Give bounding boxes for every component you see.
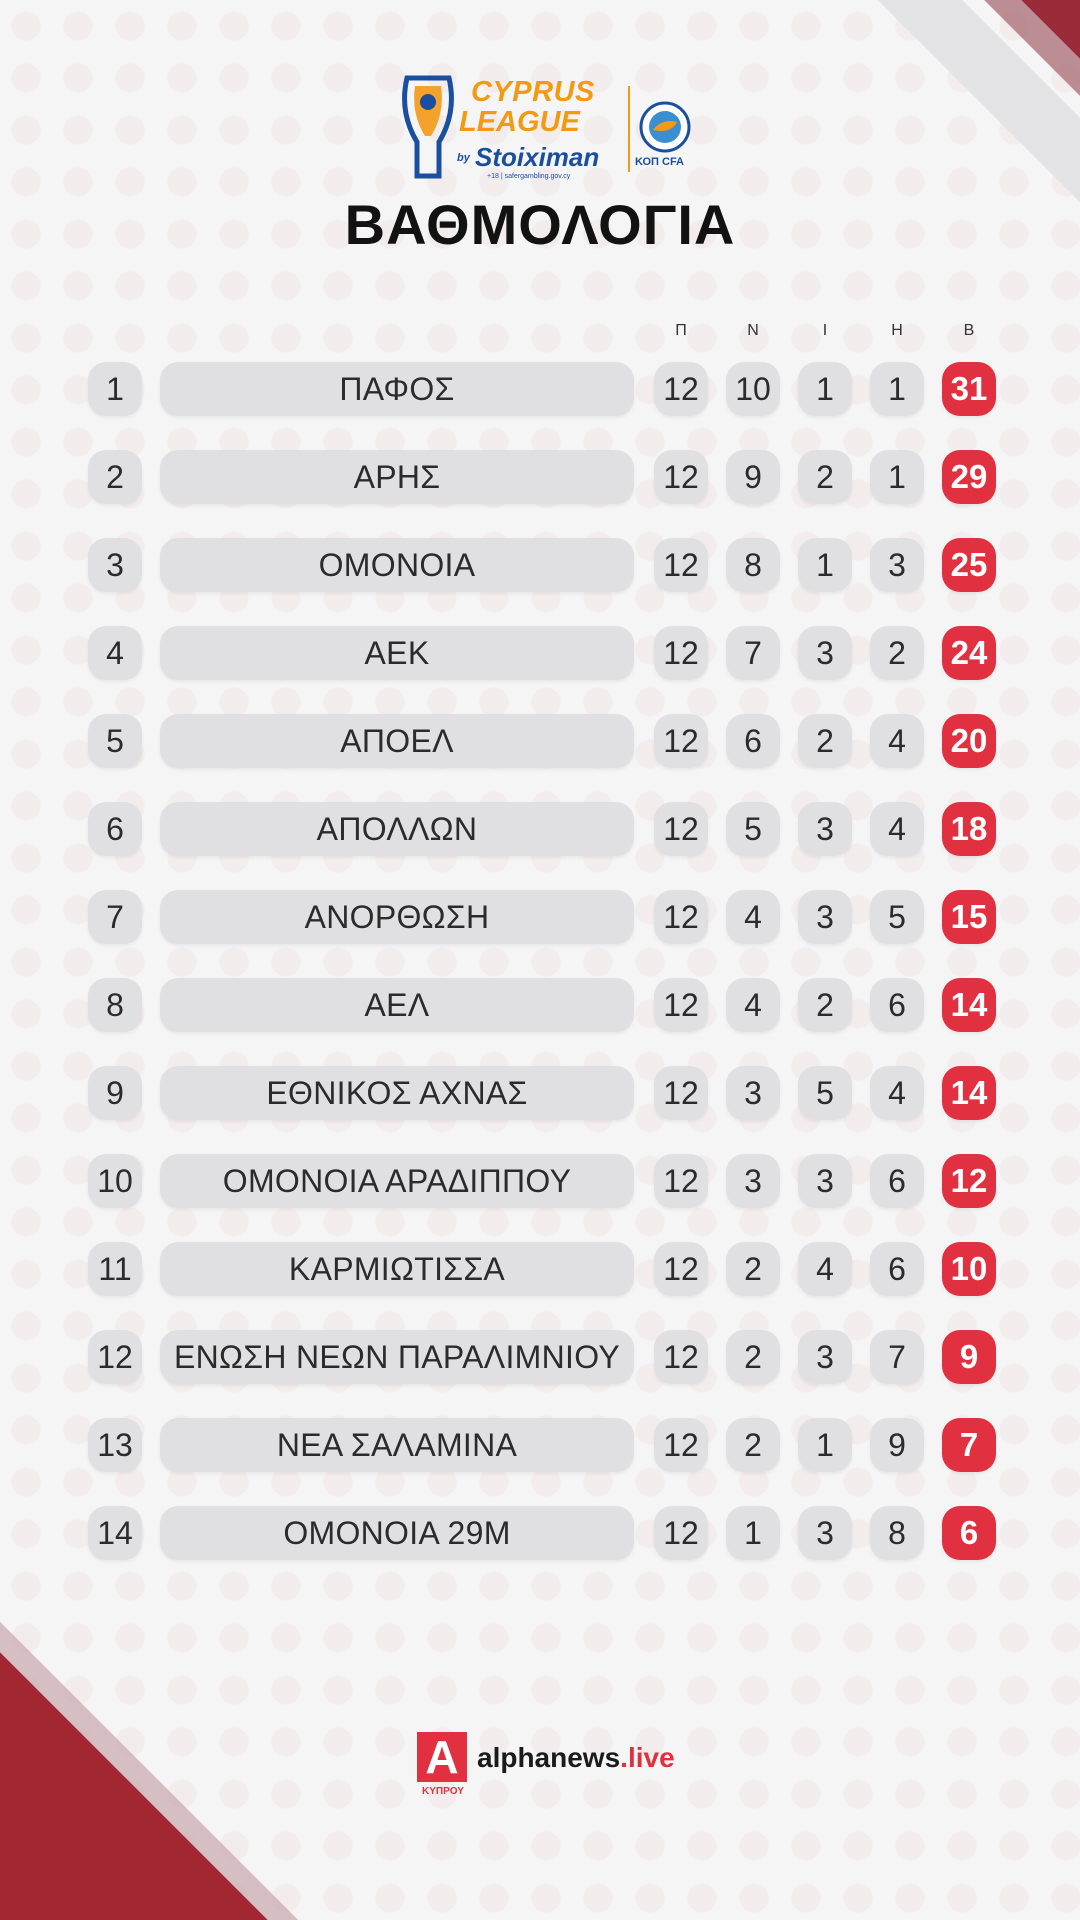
draws-cell: 1	[798, 1418, 852, 1472]
position-cell: 10	[88, 1154, 142, 1208]
column-header-played: Π	[675, 322, 687, 339]
draws-cell: 3	[798, 1154, 852, 1208]
alpha-logo-icon: A	[417, 1732, 467, 1782]
played-cell: 12	[654, 1154, 708, 1208]
played-cell: 12	[654, 978, 708, 1032]
position-cell: 11	[88, 1242, 142, 1296]
draws-cell: 2	[798, 714, 852, 768]
wins-cell: 6	[726, 714, 780, 768]
team-name-cell: ΑΡΗΣ	[160, 450, 634, 504]
league-name-line1: CYPRUS	[471, 76, 595, 108]
draws-cell: 1	[798, 538, 852, 592]
league-name-line2: LEAGUE	[459, 106, 580, 138]
gambling-note: +18 | safergambling.gov.cy	[487, 173, 571, 180]
team-name-cell: ΟΜΟΝΟΙΑ	[160, 538, 634, 592]
played-cell: 12	[654, 626, 708, 680]
played-cell: 12	[654, 362, 708, 416]
wins-cell: 3	[726, 1066, 780, 1120]
table-row	[0, 978, 1080, 1034]
points-cell: 14	[942, 978, 996, 1032]
team-name-cell: ΚΑΡΜΙΩΤΙΣΣΑ	[160, 1242, 634, 1296]
losses-cell: 9	[870, 1418, 924, 1472]
position-cell: 4	[88, 626, 142, 680]
sponsor-name: Stoiximan	[475, 142, 600, 172]
wins-cell: 10	[726, 362, 780, 416]
points-cell: 25	[942, 538, 996, 592]
federation-label: ΚΟΠ CFA	[635, 156, 684, 168]
position-cell: 7	[88, 890, 142, 944]
team-name-cell: ΑΝΟΡΘΩΣΗ	[160, 890, 634, 944]
position-cell: 12	[88, 1330, 142, 1384]
table-row	[0, 450, 1080, 506]
draws-cell: 2	[798, 978, 852, 1032]
wins-cell: 7	[726, 626, 780, 680]
wins-cell: 4	[726, 978, 780, 1032]
played-cell: 12	[654, 890, 708, 944]
points-cell: 14	[942, 1066, 996, 1120]
team-name-cell: ΟΜΟΝΟΙΑ 29Μ	[160, 1506, 634, 1560]
played-cell: 12	[654, 1242, 708, 1296]
position-cell: 3	[88, 538, 142, 592]
played-cell: 12	[654, 1330, 708, 1384]
wins-cell: 3	[726, 1154, 780, 1208]
played-cell: 12	[654, 538, 708, 592]
wins-cell: 4	[726, 890, 780, 944]
publisher-logo	[417, 1732, 677, 1802]
team-name-cell: ΠΑΦΟΣ	[160, 362, 634, 416]
column-header-draws: Ι	[822, 322, 828, 339]
position-cell: 13	[88, 1418, 142, 1472]
league-logo	[395, 72, 695, 182]
publisher-site	[477, 1742, 675, 1774]
federation-badge-icon	[638, 100, 692, 154]
points-cell: 20	[942, 714, 996, 768]
table-row	[0, 890, 1080, 946]
draws-cell: 3	[798, 890, 852, 944]
played-cell: 12	[654, 714, 708, 768]
wins-cell: 2	[726, 1330, 780, 1384]
draws-cell: 4	[798, 1242, 852, 1296]
losses-cell: 5	[870, 890, 924, 944]
position-cell: 9	[88, 1066, 142, 1120]
position-cell: 2	[88, 450, 142, 504]
draws-cell: 2	[798, 450, 852, 504]
sponsor-by: by	[457, 152, 470, 164]
team-name-cell: ΝΕΑ ΣΑΛΑΜΙΝΑ	[160, 1418, 634, 1472]
team-name-cell: ΕΘΝΙΚΟΣ ΑΧΝΑΣ	[160, 1066, 634, 1120]
column-header-wins: Ν	[747, 322, 759, 339]
table-row	[0, 1330, 1080, 1386]
draws-cell: 3	[798, 626, 852, 680]
played-cell: 12	[654, 1418, 708, 1472]
draws-cell: 1	[798, 362, 852, 416]
team-name-cell: ΑΠΟΛΛΩΝ	[160, 802, 634, 856]
losses-cell: 7	[870, 1330, 924, 1384]
table-row	[0, 1066, 1080, 1122]
draws-cell: 3	[798, 802, 852, 856]
points-cell: 24	[942, 626, 996, 680]
losses-cell: 6	[870, 978, 924, 1032]
wins-cell: 2	[726, 1242, 780, 1296]
losses-cell: 2	[870, 626, 924, 680]
table-row	[0, 626, 1080, 682]
publisher-site-name: alphanews	[477, 1742, 621, 1773]
team-name-cell: ΑΕΚ	[160, 626, 634, 680]
draws-cell: 3	[798, 1506, 852, 1560]
losses-cell: 4	[870, 802, 924, 856]
losses-cell: 4	[870, 714, 924, 768]
wins-cell: 1	[726, 1506, 780, 1560]
publisher-site-tld: .live	[620, 1742, 675, 1773]
table-row	[0, 802, 1080, 858]
losses-cell: 4	[870, 1066, 924, 1120]
table-row	[0, 1506, 1080, 1562]
team-name-cell: ΕΝΩΣΗ ΝΕΩΝ ΠΑΡΑΛΙΜΝΙΟΥ	[160, 1330, 634, 1384]
losses-cell: 1	[870, 450, 924, 504]
points-cell: 12	[942, 1154, 996, 1208]
column-header-points: Β	[963, 322, 975, 339]
losses-cell: 6	[870, 1242, 924, 1296]
team-name-cell: ΑΠΟΕΛ	[160, 714, 634, 768]
points-cell: 9	[942, 1330, 996, 1384]
points-cell: 18	[942, 802, 996, 856]
points-cell: 31	[942, 362, 996, 416]
points-cell: 6	[942, 1506, 996, 1560]
position-cell: 6	[88, 802, 142, 856]
position-cell: 5	[88, 714, 142, 768]
wins-cell: 2	[726, 1418, 780, 1472]
played-cell: 12	[654, 1506, 708, 1560]
position-cell: 1	[88, 362, 142, 416]
wins-cell: 9	[726, 450, 780, 504]
publisher-region: ΚΥΠΡΟΥ	[422, 1786, 464, 1797]
table-row	[0, 362, 1080, 418]
team-name-cell: ΟΜΟΝΟΙΑ ΑΡΑΔΙΠΠΟΥ	[160, 1154, 634, 1208]
table-row	[0, 1154, 1080, 1210]
logo-divider	[628, 86, 630, 172]
played-cell: 12	[654, 450, 708, 504]
position-cell: 14	[88, 1506, 142, 1560]
draws-cell: 3	[798, 1330, 852, 1384]
table-row	[0, 1242, 1080, 1298]
points-cell: 29	[942, 450, 996, 504]
wins-cell: 8	[726, 538, 780, 592]
decorative-ribbon	[761, 0, 1080, 519]
losses-cell: 1	[870, 362, 924, 416]
points-cell: 10	[942, 1242, 996, 1296]
page-title: ΒΑΘΜΟΛΟΓΙΑ	[344, 193, 736, 256]
team-name-cell: ΑΕΛ	[160, 978, 634, 1032]
table-row	[0, 538, 1080, 594]
losses-cell: 8	[870, 1506, 924, 1560]
table-row	[0, 714, 1080, 770]
played-cell: 12	[654, 1066, 708, 1120]
draws-cell: 5	[798, 1066, 852, 1120]
trophy-icon	[395, 72, 461, 182]
losses-cell: 6	[870, 1154, 924, 1208]
played-cell: 12	[654, 802, 708, 856]
losses-cell: 3	[870, 538, 924, 592]
column-header-losses: Η	[891, 322, 903, 339]
table-row	[0, 1418, 1080, 1474]
position-cell: 8	[88, 978, 142, 1032]
points-cell: 15	[942, 890, 996, 944]
wins-cell: 5	[726, 802, 780, 856]
points-cell: 7	[942, 1418, 996, 1472]
